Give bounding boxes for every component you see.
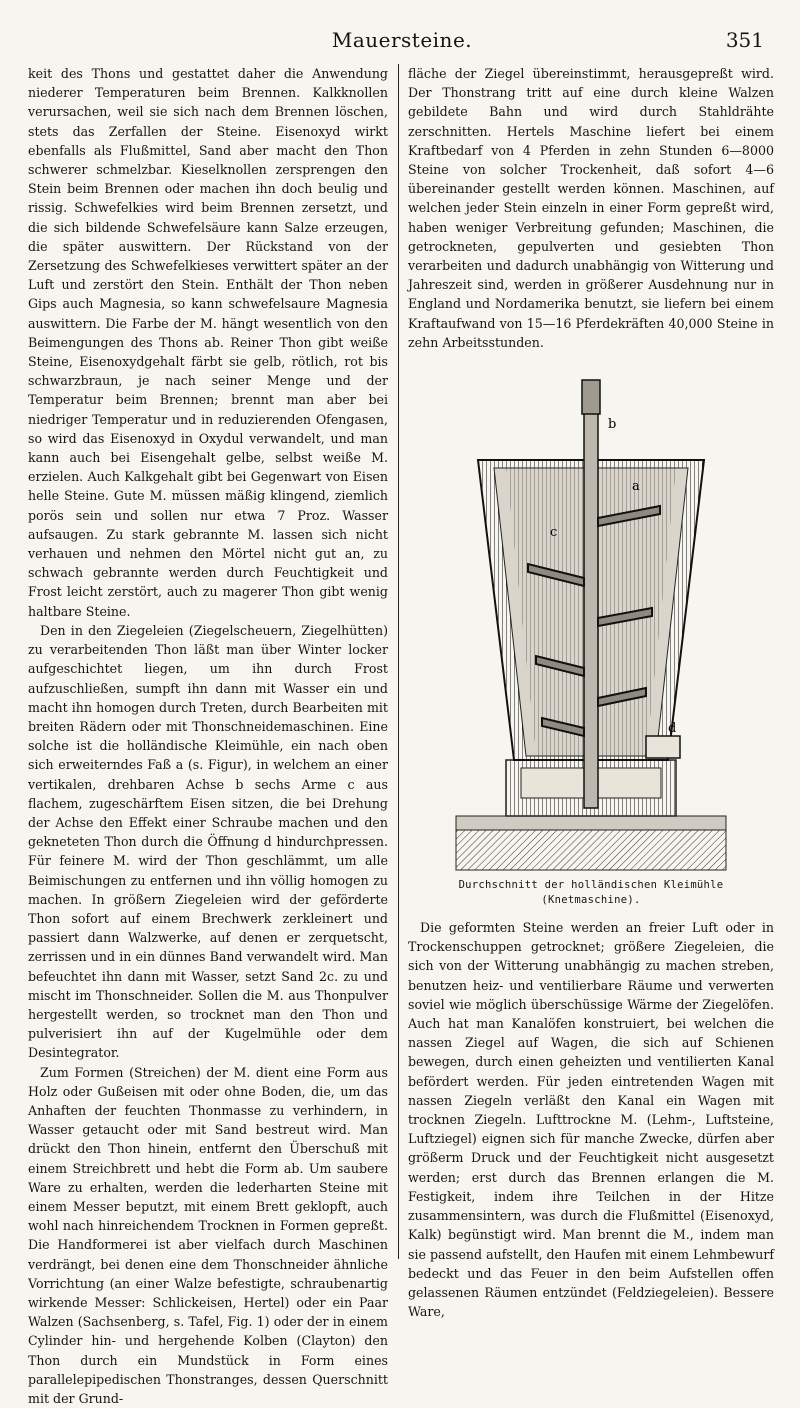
- kleimuehle-illustration: [446, 368, 736, 878]
- paragraph: fläche der Ziegel übereinstimmt, herausgepreßt wird. Der Thonstrang tritt auf eine durch kleine Walzen gebildete Bahn und wird durch Stahldrähte zerschnitten. Hertels Maschine liefert bei einem Kraftbedarf von 4 Pferden in zehn Stunden 6—8000 Steine von solcher Trockenheit, daß sofort 4—6 übereinander gestellt werden können. Maschinen, auf welchen jeder Stein einzeln in einer Form gepreßt wird, haben weniger Verbreitung gefunden; Maschinen, die getrockneten, gepulverten und gesiebten Thon verarbeiten und dadurch unabhängig von Witterung und Jahreszeit sind, werden in größerer Ausdehnung nur in England und Nordamerika benutzt, sie liefern bei einem Kraftaufwand von 15—16 Pferdekräften 40,000 Steine in zehn Arbeitsstunden.: [408, 66, 774, 350]
- label-c: c: [550, 525, 558, 541]
- caption-line: (Knetmaschine).: [541, 894, 641, 907]
- running-title: Mauersteine.: [331, 28, 473, 52]
- paragraph: Den in den Ziegeleien (Ziegelscheuern, Ziegelhütten) zu verarbeitenden Thon läßt man über Winter locker aufgeschichtet liegen, um ihn durch Frost aufzuschließen, sumpft ihn dann mit Wasser ein und macht ihn homogen durch Treten, durch Bearbeiten mit breiten Rädern oder mit Thonschneidemaschinen. Eine solche ist die holländische Kleimühle, ein nach oben sich erweiterndes Faß a (s. Figur), in welchem an einer vertikalen, drehbaren Achse b sechs Arme c aus flachem, zugeschärftem Eisen sitzen, die bei Drehung der Achse den Effekt einer Schraube machen und den gekneteten Thon durch die Öffnung d hindurchpressen. Für feinere M. wird der Thon geschlämmt, um alle Beimischungen zu entfernen und ihn völlig homogen zu machen. In größern Ziegeleien wird der geförderte Thon sofort auf einem Brechwerk zerkleinert und passiert dann Walzwerke, auf denen er zerquetscht, zerrissen und in ein dünnes Band verwandelt wird. Man befeuchtet ihn dann mit Wasser, setzt Sand 2c. zu und mischt im Thonschneider. Sollen die M. aus Thonpulver hergestellt werden, so trocknet man den Thon und pulverisiert ihn auf der Kugelmühle oder dem Desintegrator.: [28, 622, 388, 1061]
- page-header: [40, 28, 764, 62]
- left-column: [28, 64, 388, 1407]
- label-d: d: [668, 721, 677, 737]
- right-column: [408, 64, 774, 1320]
- column-divider: [398, 64, 399, 1259]
- caption-line: Durchschnitt der holländischen Kleimühle: [458, 879, 724, 892]
- kleimuehle-figure: [408, 368, 774, 908]
- figure-caption: [408, 878, 774, 908]
- paragraph: Zum Formen (Streichen) der M. dient eine Form aus Holz oder Gußeisen mit oder ohne Boden, die, um das Anhaften der feuchten Thonmasse zu verhindern, in Wasser getaucht oder mit Sand bestreut wird. Man drückt den Thon hinein, entfernt den Überschuß mit einem Streichbrett und hebt die Form ab. Um saubere Ware zu erhalten, werden die lederharten Steine mit einem Messer beputzt, mit einem Brett geklopft, auch wohl nach hinreichendem Trocknen in Formen gepreßt. Die Handformerei ist aber vielfach durch Maschinen verdrängt, bei denen eine dem Thonschneider ähnliche Vorrichtung (an einer Walze befestigte, schraubenartig wirkende Messer: Schlickeisen, Hertel) oder ein Paar Walzen (Sachsenberg, s. Tafel, Fig. 1) oder der in einem Cylinder hin- und hergehende Kolben (Clayton) den Thon durch ein Mundstück in Form eines parallelepipedischen Thonstranges, dessen Querschnitt mit der Grund-: [28, 1064, 388, 1407]
- label-b: b: [608, 417, 617, 433]
- paragraph: keit des Thons und gestattet daher die Anwendung niederer Temperaturen beim Brennen. Kalkknollen verursachen, weil sie sich nach dem Brennen löschen, stets das Zerfallen der Steine. Eisenoxyd wirkt ebenfalls als Flußmittel, Sand aber macht den Thon schwerer schmelzbar. Kieselknollen zersprengen den Stein beim Brennen oder machen ihn doch beulig und rissig. Schwefelkies wird beim Brennen zersetzt, und die sich bildende Schwefelsäure kann Salze erzeugen, die später auswittern. Der Rückstand von der Zersetzung des Schwefelkieses verwittert später an der Luft und zerstört den Stein. Enthält der Thon neben Gips auch Magnesia, so kann schwefelsaure Magnesia auswittern. Die Farbe der M. hängt wesentlich von den Beimengungen des Thons ab. Reiner Thon gibt weiße Steine, Eisenoxydgehalt färbt sie gelb, rötlich, rot bis schwarzbraun, je nach seiner Menge und der Temperatur beim Brennen; brennt man aber bei niedriger Temperatur und in reduzierenden Ofengasen, so wird das Eisenoxyd in Oxydul verwandelt, und man kann auch bei Eisengehalt gelbe, selbst weiße M. erzielen. Auch Kalkgehalt gibt bei Gegenwart von Eisen helle Steine. Gute M. müssen mäßig klingend, ziemlich porös sein und sollen nur etwa 7 Proz. Wasser aufsaugen. Zu stark gebrannte M. lassen sich nicht verhauen und nehmen den Mörtel nicht gut an, zu schwach gebrannte werden durch Feuchtigkeit und Frost leicht zerstört, auch zu magerer Thon gibt wenig haltbare Steine.: [28, 66, 388, 619]
- paragraph: Die geformten Steine werden an freier Luft oder in Trockenschuppen getrocknet; größere Ziegeleien, die sich von der Witterung unabhängig zu machen streben, benutzen heiz- und ventilierbare Räume und verwerten soviel wie möglich überschüssige Wärme der Ziegelöfen. Auch hat man Kanalöfen konstruiert, bei welchen die nassen Ziegel auf Wagen, die sich auf Schienen bewegen, durch einen geheizten und ventilierten Kanal befördert werden. Für jeden eintretenden Wagen mit nassen Ziegeln verläßt den Kanal ein Wagen mit trocknen Ziegeln. Lufttrockne M. (Lehm-, Luftsteine, Luftziegel) eignen sich für manche Zwecke, dürfen aber größerm Druck und der Feuchtigkeit nicht ausgesetzt werden; erst durch das Brennen erlangen die M. Festigkeit, indem ihre Teilchen in der Hitze zusammensintern, was durch die Flußmittel (Eisenoxyd, Kalk) begünstigt wird. Man brennt die M., indem man sie passend aufstellt, den Haufen mit einem Lehmbewurf bedeckt und das Feuer in den beim Aufstellen offen gelassenen Räumen entzündet (Feldziegeleien). Bessere Ware,: [408, 920, 774, 1320]
- label-a: a: [632, 479, 640, 495]
- page-number: 351: [725, 28, 764, 52]
